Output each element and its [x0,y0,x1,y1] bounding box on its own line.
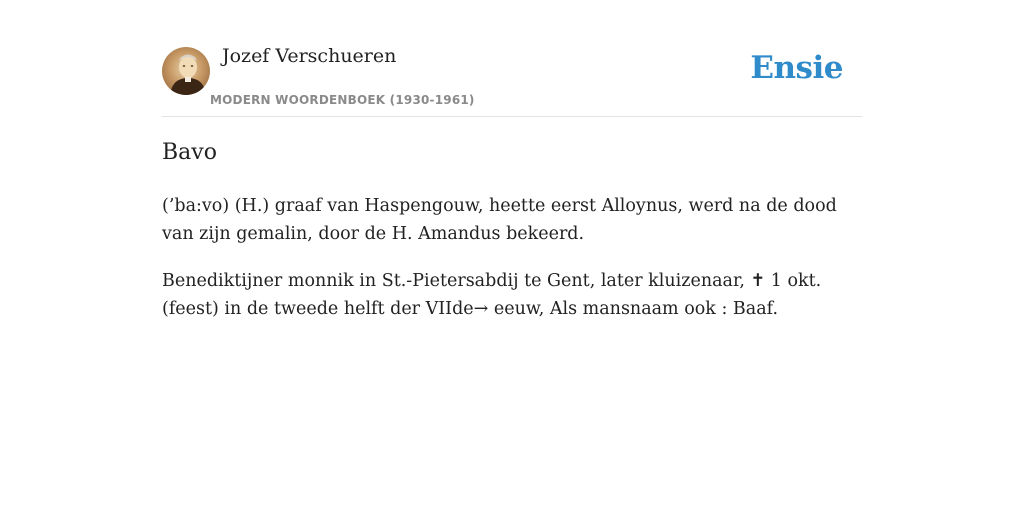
entry-header [162,0,862,117]
author-portrait-icon[interactable] [162,47,210,95]
author-name[interactable]: Jozef Verschueren [222,45,397,67]
definition-paragraph: Benediktijner monnik in St.-Pietersabdij te Gent, later kluizenaar, ✝ 1 okt. (feest) in de tweede helft der VIIde→ eeuw, Als mansnaam ook : Baaf. [162,271,822,319]
definition-paragraph: (’ba:vo) (H.) graaf van Haspengouw, heette eerst Alloynus, werd na de dood van zijn gemalin, door de H. Amandus bekeerd. [162,196,837,244]
source-label[interactable]: MODERN WOORDENBOEK (1930-1961) [210,93,475,107]
entry-card [162,0,862,319]
entry-title: Bavo [162,140,217,165]
entry-definition [162,192,862,342]
ensie-logo[interactable]: Ensie [750,50,843,86]
